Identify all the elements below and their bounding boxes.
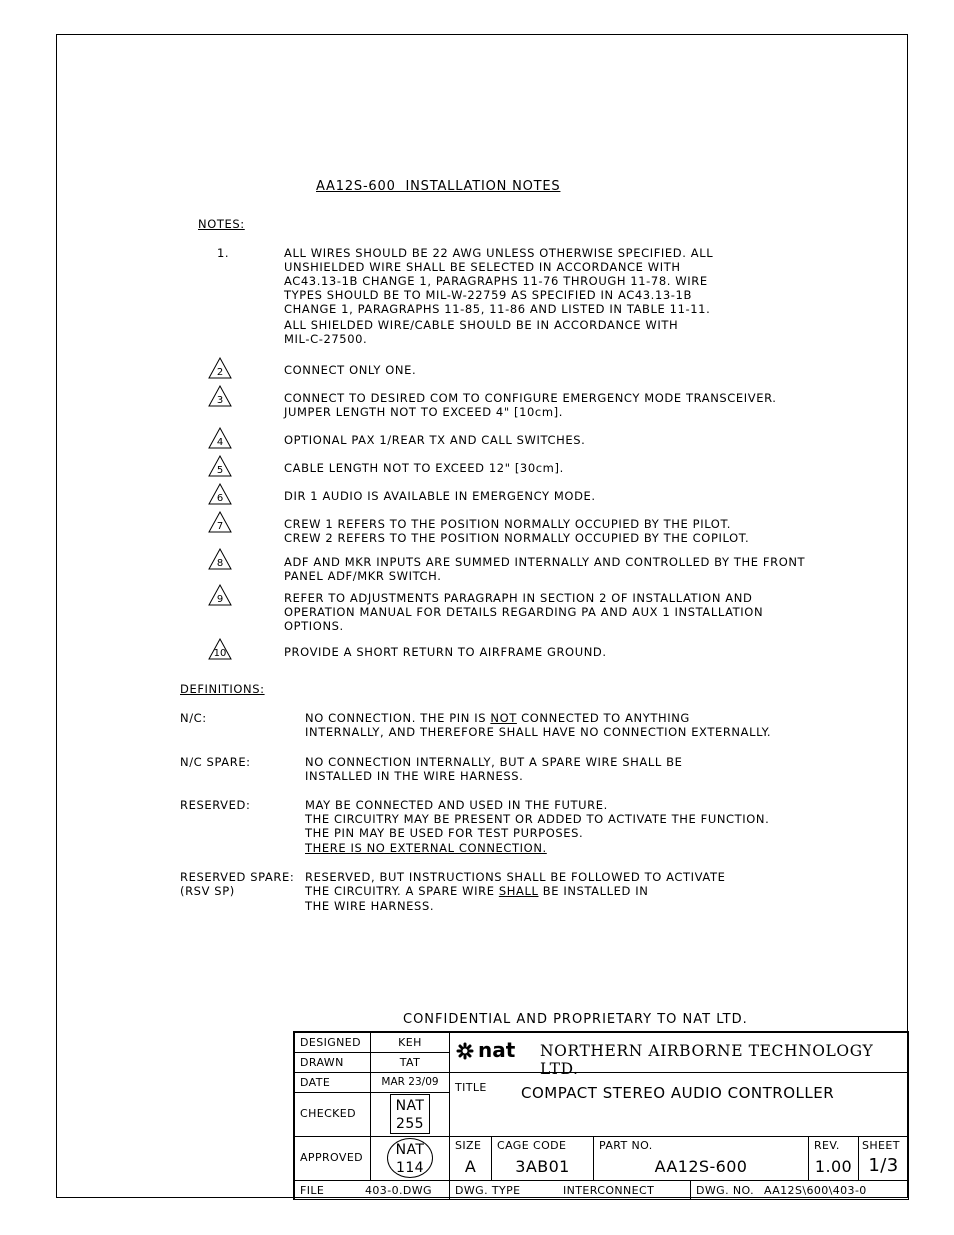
def-reserved-spare-line: THE CIRCUITRY. A SPARE WIRE SHALL BE INSTALLED IN <box>305 884 649 898</box>
def-reserved-line: THE PIN MAY BE USED FOR TEST PURPOSES. <box>305 826 584 840</box>
note-1-marker: 1. <box>217 246 230 260</box>
nat-logo-text: nat <box>478 1038 516 1062</box>
note-8-flag-icon: 8 <box>208 548 232 570</box>
drawn-label-cell: DRAWN <box>294 1052 371 1073</box>
def-nc-line: NO CONNECTION. THE PIN IS NOT CONNECTED TO ANYTHING <box>305 711 690 725</box>
note-9-line: OPERATION MANUAL FOR DETAILS REGARDING PA AND AUX 1 INSTALLATION <box>284 605 764 619</box>
note-9-flag-icon: 9 <box>208 584 232 606</box>
confidential-notice: CONFIDENTIAL AND PROPRIETARY TO NAT LTD. <box>403 1012 748 1027</box>
checked-stamp-cell <box>370 1092 450 1137</box>
note-1-line: UNSHIELDED WIRE SHALL BE SELECTED IN ACCORDANCE WITH <box>284 260 681 274</box>
title-cell: TITLE COMPACT STEREO AUDIO CONTROLLER <box>449 1072 909 1137</box>
dwg-type-cell: DWG. TYPE INTERCONNECT <box>449 1180 691 1200</box>
part-no-cell: PART NO. AA12S-600 <box>593 1136 809 1181</box>
def-reserved-spare-abbrev: (RSV SP) <box>180 884 235 898</box>
def-nc-spare-term: N/C SPARE: <box>180 755 251 769</box>
size-cell: SIZE A <box>449 1136 492 1181</box>
def-nc-term: N/C: <box>180 711 207 725</box>
def-reserved-term: RESERVED: <box>180 798 251 812</box>
def-reserved-line: THERE IS NO EXTERNAL CONNECTION. <box>305 841 547 855</box>
checked-stamp: NAT 255 <box>390 1094 430 1134</box>
def-nc-spare-line: NO CONNECTION INTERNALLY, BUT A SPARE WIRE SHALL BE <box>305 755 683 769</box>
note-4-line: OPTIONAL PAX 1/REAR TX AND CALL SWITCHES. <box>284 433 586 447</box>
note-7-line: CREW 2 REFERS TO THE POSITION NORMALLY OCCUPIED BY THE COPILOT. <box>284 531 750 545</box>
note-8-line: PANEL ADF/MKR SWITCH. <box>284 569 442 583</box>
note-3-line: CONNECT TO DESIRED COM TO CONFIGURE EMERGENCY MODE TRANSCEIVER. <box>284 391 777 405</box>
note-3-flag-icon: 3 <box>208 385 232 407</box>
def-reserved-spare-term: RESERVED SPARE: <box>180 870 295 884</box>
company-name: NORTHERN AIRBORNE TECHNOLOGY LTD. <box>540 1042 874 1078</box>
note-7-flag-icon: 7 <box>208 511 232 533</box>
approved-stamp: NAT 114 <box>387 1138 433 1178</box>
approved-label-cell: APPROVED <box>294 1136 371 1181</box>
note-10-flag-icon: 10 <box>208 638 232 660</box>
note-6-line: DIR 1 AUDIO IS AVAILABLE IN EMERGENCY MODE. <box>284 489 596 503</box>
definitions-heading: DEFINITIONS: <box>180 682 265 696</box>
rev-cell: REV. 1.00 <box>808 1136 859 1181</box>
note-1-line: MIL-C-27500. <box>284 332 368 346</box>
note-1-line: AC43.13-1B CHANGE 1, PARAGRAPHS 11-76 THROUGH 11-78. WIRE <box>284 274 708 288</box>
company-cell <box>449 1032 909 1078</box>
def-nc-spare-line: INSTALLED IN THE WIRE HARNESS. <box>305 769 524 783</box>
date-label-cell: DATE <box>294 1072 371 1093</box>
designed-value: KEH <box>370 1032 450 1053</box>
approved-stamp-cell <box>370 1136 450 1181</box>
note-4-flag-icon: 4 <box>208 427 232 449</box>
note-7-line: CREW 1 REFERS TO THE POSITION NORMALLY OCCUPIED BY THE PILOT. <box>284 517 731 531</box>
notes-heading: NOTES: <box>198 217 245 231</box>
def-reserved-line: THE CIRCUITRY MAY BE PRESENT OR ADDED TO ACTIVATE THE FUNCTION. <box>305 812 770 826</box>
cage-code-cell: CAGE CODE 3AB01 <box>491 1136 594 1181</box>
note-1-line: CHANGE 1, PARAGRAPHS 11-85, 11-86 AND LISTED IN TABLE 11-11. <box>284 302 711 316</box>
sheet-cell: SHEET 1/3 <box>858 1136 909 1181</box>
dwg-no-cell: DWG. NO. AA12S\600\403-0 <box>690 1180 909 1200</box>
drawing-title: COMPACT STEREO AUDIO CONTROLLER <box>521 1084 835 1102</box>
def-reserved-spare-line: THE WIRE HARNESS. <box>305 899 435 913</box>
def-nc-line: INTERNALLY, AND THEREFORE SHALL HAVE NO CONNECTION EXTERNALLY. <box>305 725 772 739</box>
title-block <box>293 1031 909 1200</box>
note-2-line: CONNECT ONLY ONE. <box>284 363 417 377</box>
note-1-line: ALL SHIELDED WIRE/CABLE SHOULD BE IN ACCORDANCE WITH <box>284 318 679 332</box>
checked-label-cell: CHECKED <box>294 1092 371 1137</box>
note-9-line: OPTIONS. <box>284 619 344 633</box>
note-1-line: TYPES SHOULD BE TO MIL-W-22759 AS SPECIFIED IN AC43.13-1B <box>284 288 692 302</box>
note-10-line: PROVIDE A SHORT RETURN TO AIRFRAME GROUND. <box>284 645 607 659</box>
note-6-flag-icon: 6 <box>208 483 232 505</box>
file-cell: FILE 403-0.DWG <box>294 1180 450 1200</box>
drawn-value: TAT <box>370 1052 450 1073</box>
note-5-flag-icon: 5 <box>208 455 232 477</box>
note-1-line: ALL WIRES SHOULD BE 22 AWG UNLESS OTHERWISE SPECIFIED. ALL <box>284 246 714 260</box>
date-value: MAR 23/09 <box>370 1072 450 1093</box>
note-8-line: ADF AND MKR INPUTS ARE SUMMED INTERNALLY AND CONTROLLED BY THE FRONT <box>284 555 806 569</box>
note-5-line: CABLE LENGTH NOT TO EXCEED 12" [30cm]. <box>284 461 564 475</box>
note-3-line: JUMPER LENGTH NOT TO EXCEED 4" [10cm]. <box>284 405 563 419</box>
note-2-flag-icon: 2 <box>208 357 232 379</box>
designed-label-cell: DESIGNED <box>294 1032 371 1053</box>
def-reserved-spare-line: RESERVED, BUT INSTRUCTIONS SHALL BE FOLLOWED TO ACTIVATE <box>305 870 726 884</box>
def-reserved-line: MAY BE CONNECTED AND USED IN THE FUTURE. <box>305 798 608 812</box>
nat-logo-icon <box>456 1042 474 1060</box>
note-9-line: REFER TO ADJUSTMENTS PARAGRAPH IN SECTION 2 OF INSTALLATION AND <box>284 591 753 605</box>
page-title: AA12S-600 INSTALLATION NOTES <box>316 179 561 194</box>
